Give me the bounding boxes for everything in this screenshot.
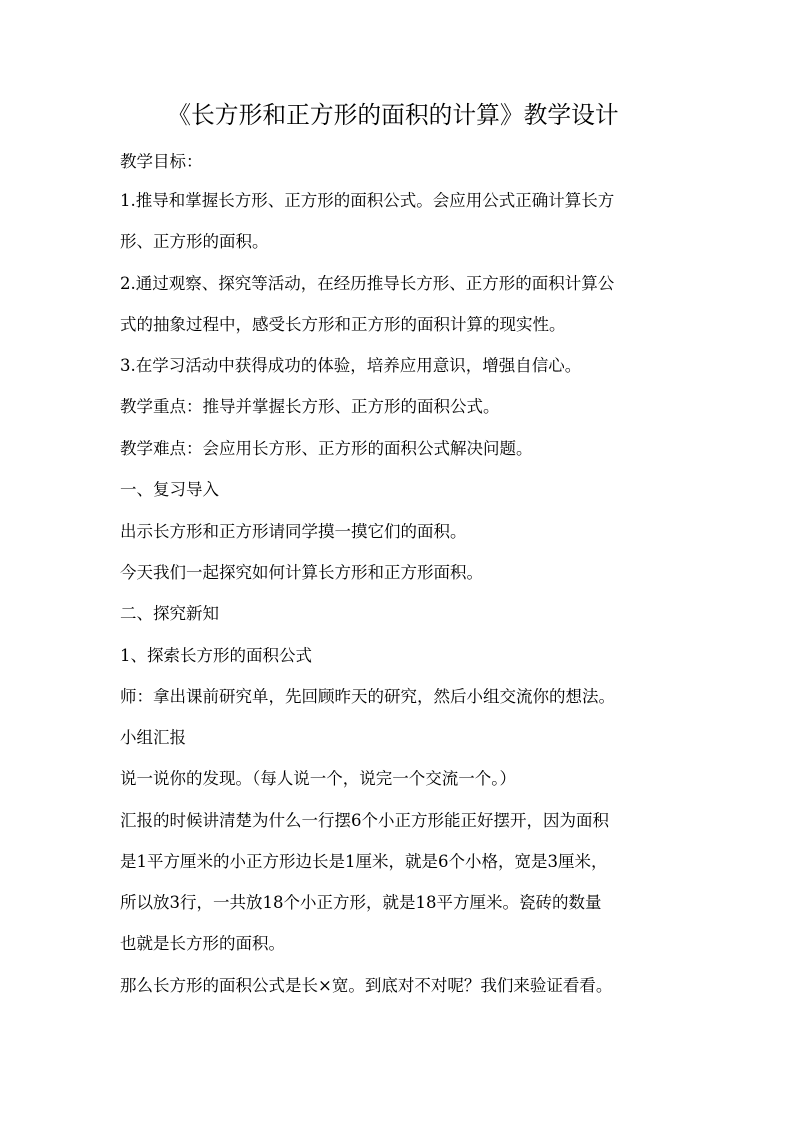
paragraph-line: 式的抽象过程中，感受长方形和正方形的面积计算的现实性。 [120, 315, 566, 334]
document-title: 《长方形和正方形的面积的计算》教学设计 [167, 101, 619, 129]
paragraph-line: 汇报的时候讲清楚为什么一行摆6个小正方形能正好摆开，因为面积 [120, 811, 609, 830]
paragraph-line: 3.在学习活动中获得成功的体验，培养应用意识，增强自信心。 [120, 356, 582, 375]
paragraph-line: 教学重点：推导并掌握长方形、正方形的面积公式。 [120, 397, 500, 416]
paragraph-line: 师：拿出课前研究单，先回顾昨天的研究，然后小组交流你的想法。 [120, 687, 615, 706]
section-heading: 二、探究新知 [120, 604, 219, 623]
paragraph-line: 教学目标： [120, 152, 203, 171]
paragraph-line: 出示长方形和正方形请同学摸一摸它们的面积。 [120, 522, 467, 541]
paragraph-line: 所以放3行，一共放18个小正方形，就是18平方厘米。瓷砖的数量 [120, 893, 602, 912]
paragraph-line: 2.通过观察、探究等活动，在经历推导长方形、正方形的面积计算公 [120, 274, 615, 293]
paragraph-line: 教学难点：会应用长方形、正方形的面积公式解决问题。 [120, 439, 533, 458]
subsection-heading: 1、探索长方形的面积公式 [120, 646, 312, 665]
paragraph-line: 说一说你的发现。（每人说一个，说完一个交流一个。） [120, 769, 516, 788]
paragraph-line: 1.推导和掌握长方形、正方形的面积公式。会应用公式正确计算长方 [120, 191, 615, 210]
paragraph-line: 是1平方厘米的小正方形边长是1厘米，就是6个小格，宽是3厘米， [120, 852, 608, 871]
paragraph-line: 今天我们一起探究如何计算长方形和正方形面积。 [120, 563, 483, 582]
section-heading: 一、复习导入 [120, 480, 219, 499]
paragraph-line: 那么长方形的面积公式是长×宽。到底对不对呢？我们来验证看看。 [120, 976, 613, 995]
paragraph-line: 形、正方形的面积。 [120, 232, 269, 251]
paragraph-line: 也就是长方形的面积。 [120, 934, 285, 953]
paragraph-line: 小组汇报 [120, 728, 186, 747]
